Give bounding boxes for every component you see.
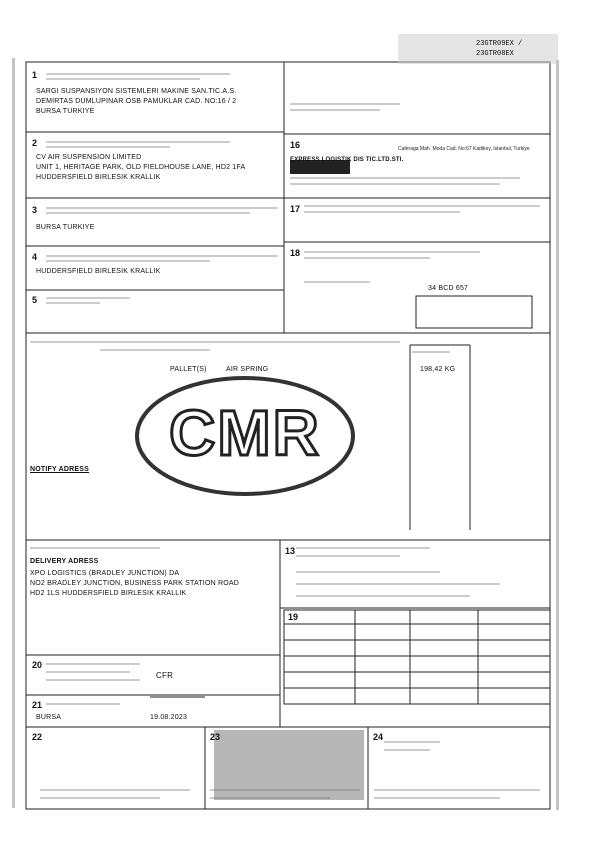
place-of-delivery: BURSA TURKIYE <box>36 224 95 231</box>
box-number-24: 24 <box>373 732 384 742</box>
box-number-18: 18 <box>290 248 301 258</box>
box-number-19: 19 <box>288 612 299 622</box>
doc-ref-1: 23GTR09EX / <box>476 40 523 48</box>
box-number-20: 20 <box>32 660 43 670</box>
consignee-line-2: UNIT 1, HERITAGE PARK, OLD FIELDHOUSE LANE, HD2 1FA <box>36 164 246 171</box>
box-number-21: 21 <box>32 700 43 710</box>
box-number-3: 3 <box>32 205 38 215</box>
established-place: BURSA <box>36 714 62 721</box>
gross-weight: 198,42 KG <box>420 366 456 373</box>
doc-ref-2: 23GTR08EX <box>476 50 514 58</box>
goods-description: AIR SPRING <box>226 366 269 373</box>
box-number-1: 1 <box>32 70 38 80</box>
carrier-address: Caferaga Mah. Moda Cad. No:67 Kadikoy, Istanbul, Turkiye <box>398 146 530 152</box>
sender-line-1: SARGI SUSPANSIYON SISTEMLERI MAKINE SAN.TIC.A.S. <box>36 88 237 95</box>
notify-label: NOTIFY ADRESS <box>30 466 89 473</box>
carrier-name: EXPRESS LOGISTIK DIS TIC.LTD.STI. <box>290 157 404 163</box>
established-date: 19.08.2023 <box>150 714 188 721</box>
sender-line-2: DEMIRTAS DUMLUPINAR OSB PAMUKLAR CAD. NO:16 / 2 <box>36 98 237 105</box>
place-of-taking-over: HUDDERSFIELD BIRLESIK KRALLIK <box>36 268 161 275</box>
box-number-16: 16 <box>290 140 301 150</box>
vehicle-plate: 34 BCD 657 <box>428 285 469 292</box>
box-number-4: 4 <box>32 252 38 262</box>
consignee-line-3: HUDDERSFIELD BIRLESIK KRALLIK <box>36 174 161 181</box>
box-number-5: 5 <box>32 295 38 305</box>
box-number-23: 23 <box>210 732 221 742</box>
goods-packaging: PALLET(S) <box>170 366 207 373</box>
box-number-22: 22 <box>32 732 43 742</box>
payer-value: CFR <box>156 671 174 680</box>
delivery-line-1: XPO LOGISTICS (BRADLEY JUNCTION) DA <box>30 570 180 577</box>
delivery-label: DELIVERY ADRESS <box>30 558 99 565</box>
box-number-17: 17 <box>290 204 301 214</box>
delivery-line-2: NO2 BRADLEY JUNCTION, BUSINESS PARK STATION ROAD <box>30 580 240 587</box>
delivery-line-3: HD2 1LS HUDDERSFIELD BIRLESIK KRALLIK <box>30 590 187 597</box>
box-number-2: 2 <box>32 138 38 148</box>
consignee-line-1: CV AIR SUSPENSION LIMITED <box>36 154 142 161</box>
sender-line-3: BURSA TURKIYE <box>36 108 95 115</box>
cmr-logo: CMR <box>169 397 321 469</box>
box-number-13: 13 <box>285 546 296 556</box>
